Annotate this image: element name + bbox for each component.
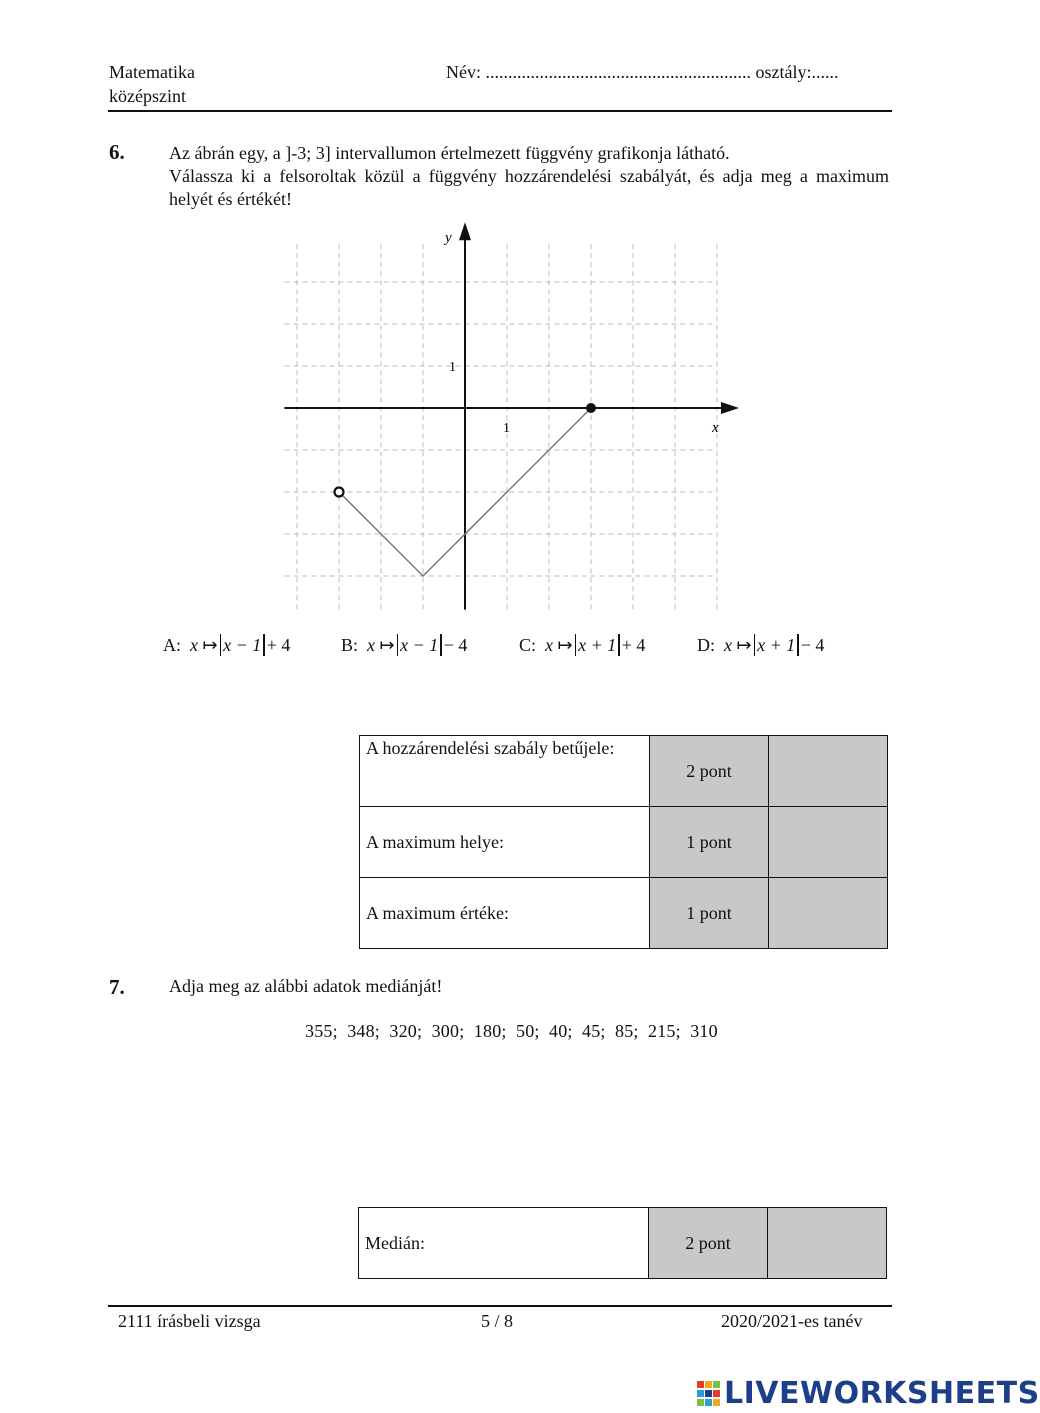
header-divider: [108, 110, 892, 112]
max-location-points: 1 pont: [650, 807, 769, 878]
liveworksheets-logo: [697, 1376, 1040, 1411]
median-answer-cell[interactable]: [768, 1208, 887, 1279]
option-c-letter: C:: [519, 635, 537, 655]
footer-exam: 2111 írásbeli vizsga: [118, 1311, 261, 1331]
y-tick-label: 1: [449, 360, 456, 375]
table-row: [360, 736, 888, 807]
mapsto-icon: ↦: [198, 635, 218, 655]
option-c: [519, 634, 645, 656]
question-7-number: 7.: [109, 975, 125, 999]
option-d-letter: D:: [697, 635, 715, 655]
option-a: [163, 634, 290, 656]
option-c-tail: + 4: [621, 635, 646, 655]
q6-answer-table: [359, 735, 888, 949]
question-7-text: Adja meg az alábbi adatok mediánját!: [169, 976, 443, 996]
option-a-var: x: [190, 635, 198, 655]
max-location-answer-cell[interactable]: [769, 807, 888, 878]
name-class-field: Név: ........................................................... osztály:......: [446, 62, 839, 82]
mapsto-icon: ↦: [732, 635, 752, 655]
rule-letter-points: 2 pont: [650, 736, 769, 807]
logo-blocks-icon: [697, 1381, 721, 1407]
option-b-inner: x − 1: [400, 635, 439, 655]
y-axis-arrow-icon: [459, 222, 471, 240]
option-a-tail: + 4: [266, 635, 291, 655]
question-6-line2: Válassza ki a felsoroltak közül a függvény hozzárendelési szabályát, és adja meg a maximum helyét és értékét!: [169, 166, 889, 209]
max-value-answer-cell[interactable]: [769, 878, 888, 949]
median-label: Medián:: [359, 1208, 649, 1279]
graph-axes: [284, 222, 739, 609]
x-axis-label: x: [712, 420, 719, 436]
table-row: [360, 807, 888, 878]
option-d-tail: − 4: [800, 635, 825, 655]
option-b-tail: − 4: [443, 635, 468, 655]
footer-year: 2020/2021-es tanév: [721, 1311, 863, 1331]
table-row: [359, 1208, 887, 1279]
q7-answer-table: [358, 1207, 887, 1279]
q7-data-list: 355; 348; 320; 300; 180; 50; 40; 45; 85; 215; 310: [305, 1021, 718, 1041]
footer-page: 5 / 8: [481, 1311, 514, 1331]
question-6-line1: Az ábrán egy, a ]-3; 3] intervallumon értelmezett függvény grafikonja látható.: [169, 143, 730, 163]
question-6-number: 6.: [109, 140, 125, 164]
option-a-letter: A:: [163, 635, 181, 655]
option-d-inner: x + 1: [757, 635, 796, 655]
open-endpoint: [335, 488, 344, 497]
option-a-inner: x − 1: [223, 635, 262, 655]
subject-label: Matematika: [109, 62, 195, 82]
rule-letter-label: A hozzárendelési szabály betűjele:: [360, 736, 650, 807]
max-value-label: A maximum értéke:: [360, 878, 650, 949]
x-axis-arrow-icon: [721, 402, 739, 414]
option-b-letter: B:: [341, 635, 359, 655]
table-row: [360, 878, 888, 949]
level-label: középszint: [109, 86, 186, 106]
max-value-points: 1 pont: [650, 878, 769, 949]
option-c-inner: x + 1: [578, 635, 617, 655]
graph-grid: [284, 244, 717, 609]
footer-divider: [108, 1305, 892, 1307]
closed-endpoint: [586, 403, 596, 413]
rule-letter-answer-cell[interactable]: [769, 736, 888, 807]
option-b-var: x: [367, 635, 376, 655]
y-axis-label: y: [445, 230, 452, 247]
max-location-label: A maximum helye:: [360, 807, 650, 878]
option-b: [341, 634, 467, 656]
option-d: [697, 634, 824, 656]
x-tick-label: 1: [503, 421, 510, 436]
mapsto-icon: ↦: [375, 635, 395, 655]
function-graph: [270, 230, 730, 620]
mapsto-icon: ↦: [553, 635, 573, 655]
logo-text: LIVEWORKSHEETS: [724, 1376, 1040, 1411]
median-points: 2 pont: [649, 1208, 768, 1279]
option-c-var: x: [545, 635, 554, 655]
option-d-var: x: [724, 635, 732, 655]
